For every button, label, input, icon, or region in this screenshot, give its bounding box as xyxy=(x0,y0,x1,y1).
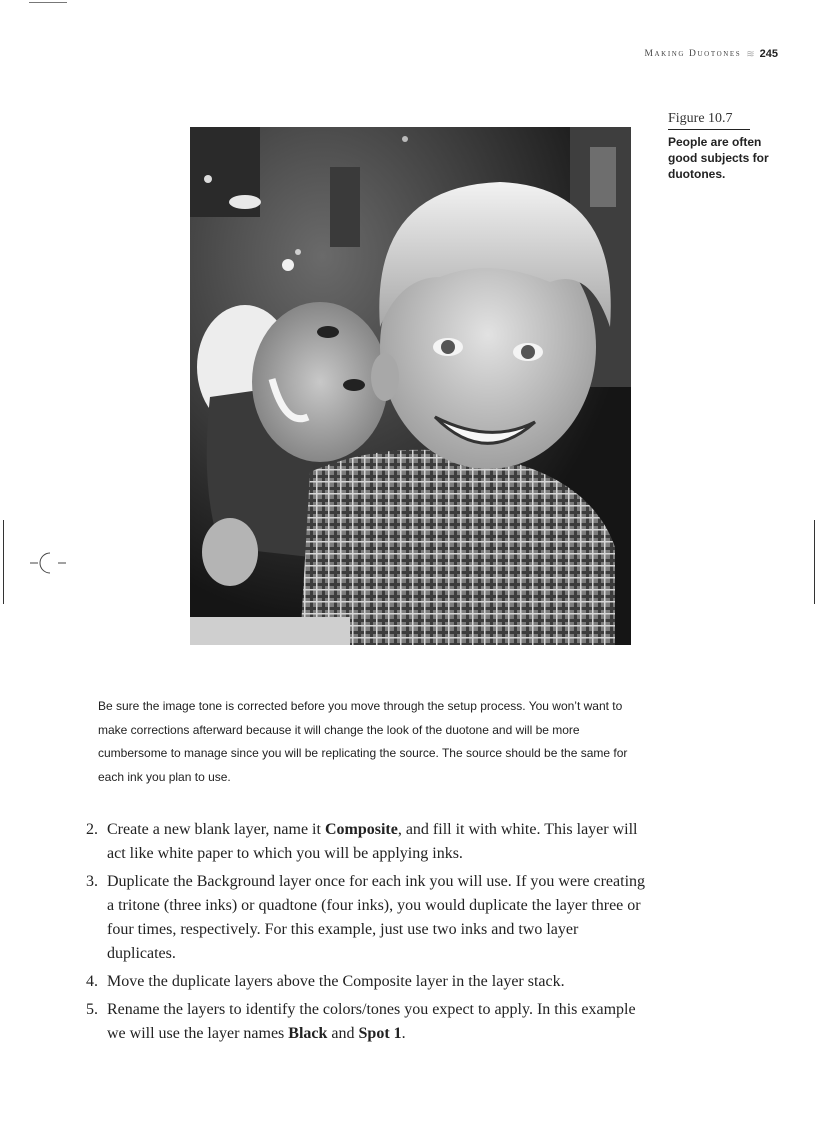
running-head xyxy=(644,48,778,60)
list-item xyxy=(86,970,646,994)
layer-name-composite: Composite xyxy=(324,821,398,838)
list-item xyxy=(86,998,646,1046)
steps-list xyxy=(86,818,646,1050)
step-text: and xyxy=(327,1025,359,1042)
registration-mark-icon xyxy=(28,548,72,578)
running-head-title: Making Duotones xyxy=(644,49,742,59)
step-number: 5. xyxy=(86,1001,98,1018)
step-text: Create a new blank layer, name it xyxy=(107,821,325,838)
note-paragraph: Be sure the image tone is corrected before you move through the setup process. You won’t want to make corrections afterward because it will change the look of the duotone and will be more cumbersome to manage since you will be replicating the source. The source should be the same for each ink you plan to use. xyxy=(98,699,628,784)
caption-text: People are often good subjects for duotones. xyxy=(668,135,769,181)
crop-mark-top xyxy=(29,2,67,3)
step-number: 4. xyxy=(86,973,98,990)
running-head-separator: ≋ xyxy=(746,48,755,60)
figure-caption xyxy=(668,111,778,182)
trim-edge-left xyxy=(3,520,4,604)
step-number: 2. xyxy=(86,821,98,838)
step-number: 3. xyxy=(86,873,98,890)
step-text: Move the duplicate layers above the Composite layer in the layer stack. xyxy=(107,973,565,990)
figure-photo xyxy=(190,127,631,645)
list-item xyxy=(86,870,646,966)
step-text: Rename the layers to identify the colors/tones you expect to apply. In this example we will use the layer names xyxy=(107,1001,636,1042)
step-text: , and fill it with white. This layer will act like white paper to which you will be applying inks. xyxy=(107,821,638,862)
trim-edge-right xyxy=(814,520,815,604)
step-text: Duplicate the Background layer once for each ink you will use. If you were creating a tritone (three inks) or quadtone (four inks), you would duplicate the layer three or four times, respectively. For this example, just use two inks and two layer duplicates. xyxy=(107,873,646,962)
list-item xyxy=(86,818,646,866)
figure-label: Figure 10.7 xyxy=(668,111,750,130)
page-number: 245 xyxy=(759,48,778,60)
layer-name-spot: Spot 1 xyxy=(358,1025,402,1042)
layer-name-black: Black xyxy=(288,1025,328,1042)
step-text: . xyxy=(401,1025,406,1042)
